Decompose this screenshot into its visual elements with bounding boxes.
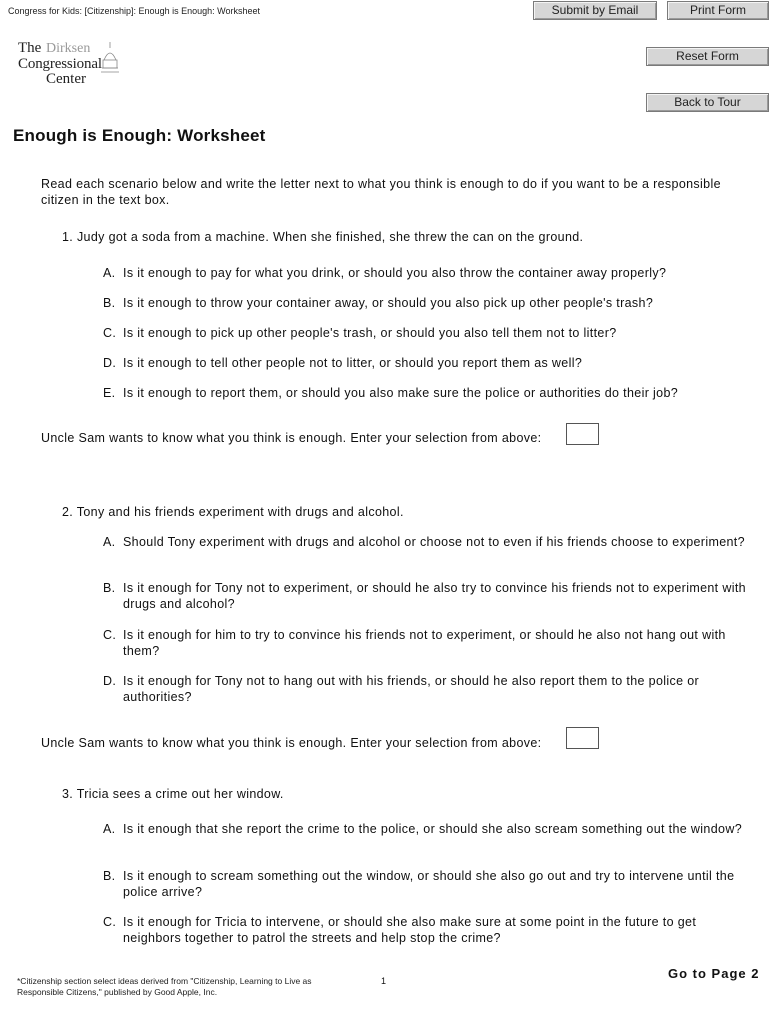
page-title: Enough is Enough: Worksheet xyxy=(13,126,266,145)
option-text: Is it enough to tell other people not to litter, or should you report them as well? xyxy=(123,356,583,370)
q3-option-a xyxy=(103,821,753,837)
q2-option-b xyxy=(103,580,753,612)
q2-option-d xyxy=(103,673,753,705)
option-letter: C. xyxy=(103,628,117,642)
option-text: Is it enough for Tony not to experiment, or should he also try to convince his friends not to experiment with drugs and alcohol? xyxy=(123,581,746,611)
option-letter: B. xyxy=(103,296,116,310)
question-text: Judy got a soda from a machine. When she finished, she threw the can on the ground. xyxy=(76,230,584,244)
logo-text-the: The xyxy=(18,40,42,56)
question-number: 3. xyxy=(62,787,74,801)
q2-option-c xyxy=(103,627,753,659)
option-letter: A. xyxy=(103,535,116,549)
option-text: Is it enough for Tricia to intervene, or should she also make sure at some point in the future to get neighbors together to patrol the streets and help stop the crime? xyxy=(123,915,697,945)
q2-option-a xyxy=(103,534,753,550)
logo-text-congressional: Congressional xyxy=(18,56,102,72)
option-letter: B. xyxy=(103,869,116,883)
question-1 xyxy=(62,229,583,245)
instructions-text: Read each scenario below and write the letter next to what you think is enough to do if you want to be a responsible citizen in the text box. xyxy=(41,177,721,207)
reset-form-button[interactable]: Reset Form xyxy=(646,47,769,66)
option-letter: B. xyxy=(103,581,116,595)
logo-text-center: Center xyxy=(46,71,86,86)
question-text: Tony and his friends experiment with drugs and alcohol. xyxy=(76,505,404,519)
q1-option-a xyxy=(103,265,753,281)
source-footnote: *Citizenship section select ideas derived from "Citizenship, Learning to Live as Responsible Citizens," published by Good Apple, Inc. xyxy=(17,976,312,997)
option-letter: D. xyxy=(103,674,117,688)
print-form-button[interactable]: Print Form xyxy=(667,1,769,20)
q1-option-b xyxy=(103,295,753,311)
question-3 xyxy=(62,786,284,802)
dirksen-center-logo xyxy=(18,38,120,86)
question-2 xyxy=(62,504,404,520)
q1-selection-prompt: Uncle Sam wants to know what you think is enough. Enter your selection from above: xyxy=(41,431,542,445)
option-letter: D. xyxy=(103,356,117,370)
q1-option-d xyxy=(103,355,753,371)
option-letter: A. xyxy=(103,266,116,280)
option-text: Is it enough to pay for what you drink, or should you also throw the container away properly? xyxy=(123,266,667,280)
option-letter: C. xyxy=(103,915,117,929)
option-text: Is it enough for him to try to convince his friends not to experiment, or should he also not hang out with them? xyxy=(123,628,726,658)
question-number: 1. xyxy=(62,230,74,244)
q3-option-b xyxy=(103,868,753,900)
submit-by-email-button[interactable]: Submit by Email xyxy=(533,1,657,20)
option-letter: E. xyxy=(103,386,116,400)
q2-selection-input[interactable] xyxy=(566,727,599,749)
option-text: Is it enough for Tony not to hang out with his friends, or should he also report them to the police or authorities? xyxy=(123,674,700,704)
option-text: Is it enough to pick up other people's trash, or should you also tell them not to litter? xyxy=(123,326,617,340)
option-text: Is it enough to report them, or should you also make sure the police or authorities do their job? xyxy=(123,386,679,400)
option-text: Is it enough to scream something out the window, or should she also go out and try to intervene until the police arrive? xyxy=(123,869,735,899)
option-text: Is it enough to throw your container away, or should you also pick up other people's trash? xyxy=(123,296,654,310)
question-text: Tricia sees a crime out her window. xyxy=(76,787,284,801)
logo-text-dirksen: Dirksen xyxy=(46,41,91,56)
q1-option-e xyxy=(103,385,753,401)
q1-option-c xyxy=(103,325,753,341)
back-to-tour-button[interactable]: Back to Tour xyxy=(646,93,769,112)
option-text: Is it enough that she report the crime to the police, or should she also scream something out the window? xyxy=(123,822,743,836)
option-letter: A. xyxy=(103,822,116,836)
page-number: 1 xyxy=(381,976,387,986)
document-header: Congress for Kids: [Citizenship]: Enough is Enough: Worksheet xyxy=(8,6,260,16)
q3-option-c xyxy=(103,914,753,946)
q2-selection-prompt: Uncle Sam wants to know what you think is enough. Enter your selection from above: xyxy=(41,736,542,750)
capitol-dome-icon xyxy=(101,42,119,72)
q1-selection-input[interactable] xyxy=(566,423,599,445)
option-text: Should Tony experiment with drugs and alcohol or choose not to even if his friends choose to experiment? xyxy=(123,535,745,549)
option-letter: C. xyxy=(103,326,117,340)
go-to-page-2-link[interactable]: Go to Page 2 xyxy=(668,966,760,981)
question-number: 2. xyxy=(62,505,74,519)
